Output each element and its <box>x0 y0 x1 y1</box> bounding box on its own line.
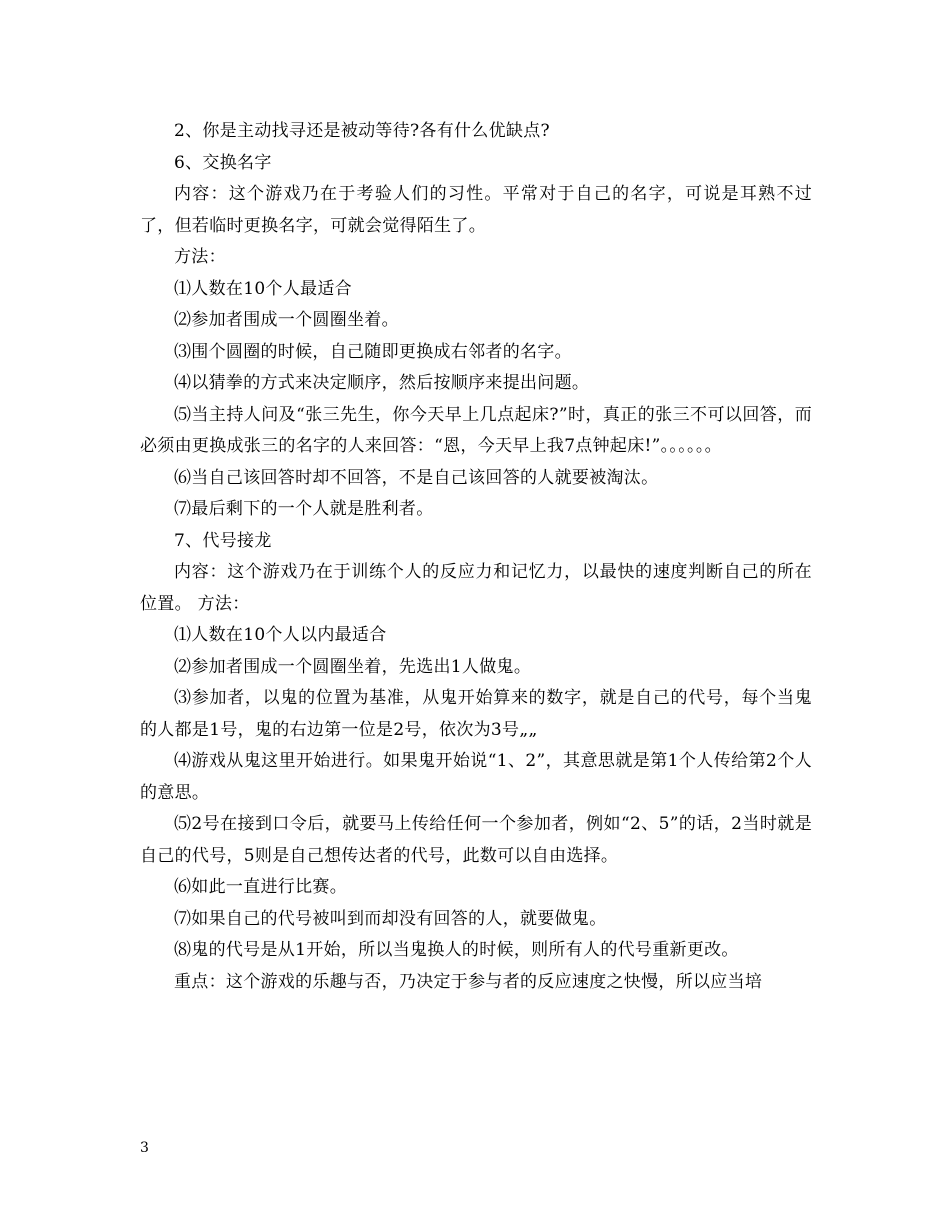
list-item: ⑴人数在10个人最适合 <box>174 278 352 299</box>
paragraph: 内容：这个游戏乃在于考验人们的习性。平常对于自己的名字，可说是耳熟不过了，但若临时更换名字，可就会觉得陌生了。 <box>140 184 812 236</box>
page-number: 3 <box>140 1140 149 1156</box>
list-item: ⑷游戏从鬼这里开始进行。如果鬼开始说“1、2”，其意思就是第1个人传给第2个人的意思。 <box>140 751 812 803</box>
list-item: ⑴人数在10个人以内最适合 <box>174 625 387 645</box>
list-item: ⑹当自己该回答时却不回答，不是自己该回答的人就要被淘汰。 <box>174 467 659 488</box>
section-heading: 7、代号接龙 <box>174 530 272 551</box>
list-item: ⑺如果自己的代号被叫到而却没有回答的人，就要做鬼。 <box>174 908 607 929</box>
paragraph: 2、你是主动找寻还是被动等待?各有什么优缺点? <box>174 121 550 141</box>
list-item: ⑷以猜拳的方式来决定顺序，然后按顺序来提出问题。 <box>174 373 590 393</box>
paragraph: 重点：这个游戏的乐趣与否，乃决定于参与者的反应速度之快慢，所以应当培 <box>174 971 763 992</box>
paragraph: 方法： <box>174 247 226 267</box>
list-item: ⑶围个圆圈的时候，自己随即更换成右邻者的名字。 <box>174 341 572 362</box>
list-item: ⑵参加者围成一个圆圈坐着。 <box>174 310 399 330</box>
list-item: ⑸当主持人问及“张三先生，你今天早上几点起床?”时，真正的张三不可以回答，而必须由更换成张三的名字的人来回答：“恩，今天早上我7点钟起床!”。。。。。。 <box>140 404 812 456</box>
list-item: ⑵参加者围成一个圆圈坐着，先选出1人做鬼。 <box>174 656 532 677</box>
list-item: ⑻鬼的代号是从1开始，所以当鬼换人的时候，则所有人的代号重新更改。 <box>174 940 739 960</box>
document-body <box>140 116 812 998</box>
list-item: ⑶参加者，以鬼的位置为基准，从鬼开始算来的数字，就是自己的代号，每个当鬼的人都是1号，鬼的右边第一位是2号，依次为3号„„ <box>140 688 812 740</box>
list-item: ⑹如此一直进行比赛。 <box>174 877 347 897</box>
list-item: ⑸2号在接到口令后，就要马上传给任何一个参加者，例如“2、5”的话，2当时就是自己的代号，5则是自己想传达者的代号，此数可以自由选择。 <box>140 814 812 866</box>
list-item: ⑺最后剩下的一个人就是胜利者。 <box>174 499 434 519</box>
section-heading: 6、交换名字 <box>174 152 272 173</box>
paragraph: 内容：这个游戏乃在于训练个人的反应力和记忆力，以最快的速度判断自己的所在位置。 方法： <box>140 562 812 614</box>
